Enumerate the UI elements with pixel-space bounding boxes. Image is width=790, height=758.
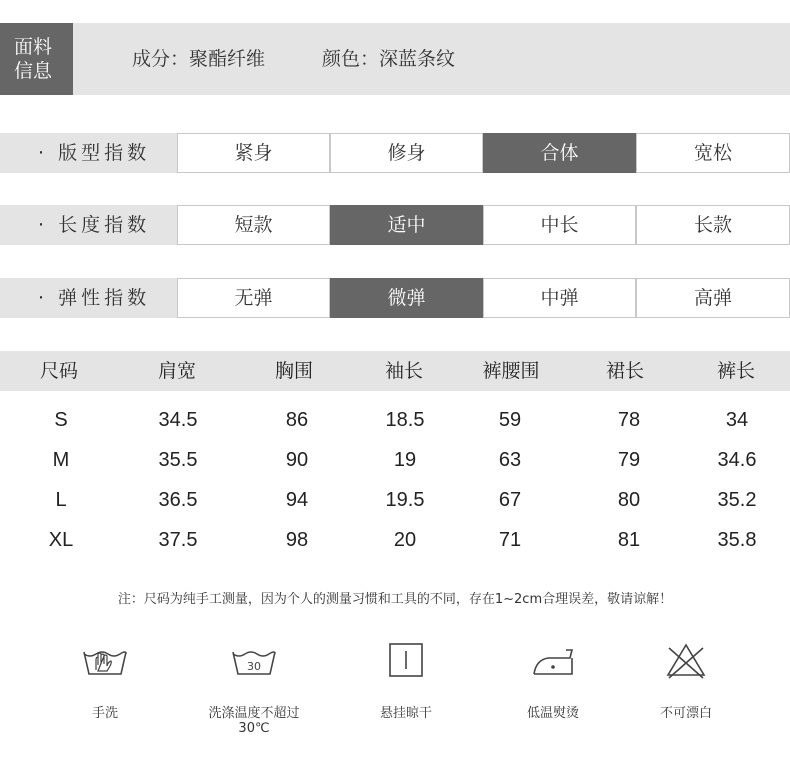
- size-table-header: [0, 351, 790, 391]
- header-waist: 裤腰围: [482, 360, 540, 382]
- cell: 80: [617, 489, 641, 511]
- elasticity-option: 高弹: [636, 278, 790, 318]
- care-low-iron-label: 低温熨烫: [526, 706, 579, 721]
- no-bleach-icon: [661, 640, 711, 680]
- cell-size: XL: [48, 529, 74, 551]
- cell: 67: [498, 489, 522, 511]
- fabric-color: 颜色：深蓝条纹: [322, 48, 456, 70]
- wash-temp-text: 30: [247, 660, 261, 673]
- care-wash-30: [194, 640, 314, 736]
- fit-option: 修身: [330, 133, 483, 173]
- fit-option-selected: 合体: [483, 133, 636, 173]
- fit-index-row: [0, 133, 790, 173]
- cell: 71: [498, 529, 522, 551]
- care-hand-wash-label: 手洗: [91, 706, 118, 721]
- cell: 94: [285, 489, 309, 511]
- table-row: [0, 440, 790, 480]
- cell: 34: [725, 409, 749, 431]
- cell: 35.8: [717, 529, 757, 551]
- table-row: [0, 480, 790, 520]
- care-wash-30-label: 洗涤温度不超过30℃: [208, 706, 300, 736]
- cell: 35.2: [717, 489, 757, 511]
- header-skirt-length: 裙长: [605, 360, 644, 382]
- length-option: 长款: [636, 205, 790, 245]
- cell: 34.6: [717, 449, 757, 471]
- elasticity-index-label: · 弹性指数: [0, 278, 177, 318]
- fabric-composition: 成分：聚酯纤维: [132, 48, 266, 70]
- cell-size: M: [52, 449, 70, 471]
- care-low-iron: [493, 640, 613, 721]
- cell: 90: [285, 449, 309, 471]
- header-sleeve: 袖长: [384, 360, 423, 382]
- length-index-row: [0, 205, 790, 245]
- care-hang-dry-label: 悬挂晾干: [379, 706, 432, 721]
- cell: 37.5: [158, 529, 198, 551]
- cell: 35.5: [158, 449, 198, 471]
- cell: 79: [617, 449, 641, 471]
- fit-index-label: · 版型指数: [0, 133, 177, 173]
- hand-wash-icon: [80, 640, 130, 680]
- elasticity-index-row: [0, 278, 790, 318]
- fit-option: 宽松: [636, 133, 790, 173]
- cell: 78: [617, 409, 641, 431]
- fabric-tag-line1: 面料: [14, 36, 53, 58]
- fabric-info-tag: [0, 23, 73, 95]
- table-row: [0, 520, 790, 560]
- hang-dry-icon: [381, 640, 431, 680]
- cell: 34.5: [158, 409, 198, 431]
- cell: 86: [285, 409, 309, 431]
- fabric-info-bar: [0, 23, 790, 95]
- cell-size: S: [54, 409, 68, 431]
- care-no-bleach-label: 不可漂白: [659, 706, 712, 721]
- wash-30-icon: [229, 640, 279, 680]
- table-row: [0, 400, 790, 440]
- cell: 36.5: [158, 489, 198, 511]
- cell: 19: [393, 449, 417, 471]
- cell: 98: [285, 529, 309, 551]
- length-index-label: · 长度指数: [0, 205, 177, 245]
- header-shoulder: 肩宽: [157, 360, 196, 382]
- fabric-tag-line2: 信息: [14, 60, 53, 82]
- header-chest: 胸围: [274, 360, 313, 382]
- cell: 18.5: [385, 409, 425, 431]
- length-option-selected: 适中: [330, 205, 483, 245]
- cell: 20: [393, 529, 417, 551]
- cell: 63: [498, 449, 522, 471]
- measurement-note: 注：尺码为纯手工测量，因为个人的测量习惯和工具的不同，存在1~2cm合理误差，敬请谅解！: [117, 592, 673, 607]
- low-iron-icon: [528, 640, 578, 680]
- cell: 81: [617, 529, 641, 551]
- length-option: 短款: [177, 205, 330, 245]
- cell: 19.5: [385, 489, 425, 511]
- cell-size: L: [55, 489, 67, 511]
- elasticity-option: 中弹: [483, 278, 636, 318]
- header-pants-length: 裤长: [716, 360, 755, 382]
- care-hand-wash: [45, 640, 165, 721]
- header-size: 尺码: [39, 360, 78, 382]
- elasticity-option: 无弹: [177, 278, 330, 318]
- elasticity-option-selected: 微弹: [330, 278, 483, 318]
- care-hang-dry: [346, 640, 466, 721]
- cell: 59: [498, 409, 522, 431]
- length-option: 中长: [483, 205, 636, 245]
- care-no-bleach: [626, 640, 746, 721]
- fit-option: 紧身: [177, 133, 330, 173]
